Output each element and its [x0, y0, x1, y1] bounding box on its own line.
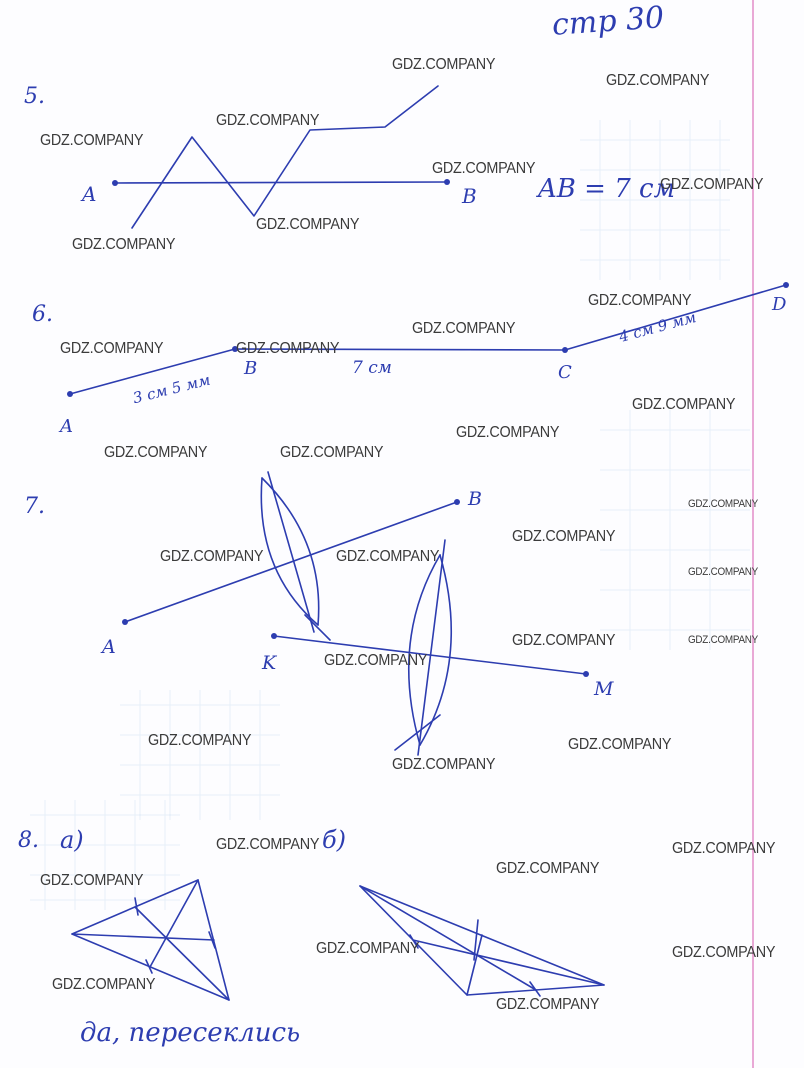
ex7-tick — [305, 615, 440, 750]
ex6-number: 6. — [32, 302, 53, 327]
watermark: GDZ.COMPANY — [52, 976, 156, 993]
ex8b-median-3 — [467, 935, 482, 995]
page-label: стр 30 — [550, 0, 666, 43]
watermark: GDZ.COMPANY — [148, 732, 252, 749]
ex5-point-b — [444, 179, 450, 185]
watermark: GDZ.COMPANY — [688, 498, 759, 510]
watermark: GDZ.COMPANY — [688, 566, 759, 578]
ex5-answer: AB = 7 см — [538, 174, 676, 204]
watermark: GDZ.COMPANY — [316, 940, 420, 957]
ex7-label-b: B — [468, 488, 482, 510]
watermark: GDZ.COMPANY — [392, 756, 496, 773]
watermark: GDZ.COMPANY — [660, 176, 764, 193]
ex6-label-a: A — [60, 416, 73, 437]
ex5-point-a — [112, 180, 118, 186]
watermark: GDZ.COMPANY — [40, 132, 144, 149]
watermark: GDZ.COMPANY — [72, 236, 176, 253]
watermark: GDZ.COMPANY — [456, 424, 560, 441]
ex5-segment-ab — [115, 182, 447, 183]
ex7-arc-right-1 — [409, 555, 440, 745]
ex8-part-b: б) — [322, 826, 347, 854]
ex8-number: 8. — [18, 828, 39, 853]
watermark: GDZ.COMPANY — [496, 996, 600, 1013]
watermark: GDZ.COMPANY — [160, 548, 264, 565]
ex5-broken-line — [132, 86, 438, 228]
ex7-label-m: M — [594, 678, 614, 700]
watermark: GDZ.COMPANY — [412, 320, 516, 337]
watermark: GDZ.COMPANY — [280, 444, 384, 461]
watermark: GDZ.COMPANY — [432, 160, 536, 177]
watermark: GDZ.COMPANY — [496, 860, 600, 877]
ex6-point-c — [562, 347, 568, 353]
watermark: GDZ.COMPANY — [104, 444, 208, 461]
ex7-point-b — [454, 499, 460, 505]
ex7-bisector-ab — [268, 472, 314, 632]
ex6-label-d: D — [772, 294, 787, 315]
watermark: GDZ.COMPANY — [236, 340, 340, 357]
watermark: GDZ.COMPANY — [512, 528, 616, 545]
watermark: GDZ.COMPANY — [392, 56, 496, 73]
watermark: GDZ.COMPANY — [688, 634, 759, 646]
watermark: GDZ.COMPANY — [336, 548, 440, 565]
ex6-length-bc: 7 см — [352, 358, 392, 378]
ex6-label-c: C — [558, 362, 572, 383]
ex8b-ticks — [410, 920, 540, 996]
ex7-label-k: K — [262, 652, 277, 674]
ex6-label-b: B — [244, 358, 258, 379]
watermark: GDZ.COMPANY — [216, 836, 320, 853]
ex7-arc-right-2 — [420, 555, 451, 745]
ex8a-median-1 — [72, 934, 214, 940]
ex7-label-a: A — [102, 636, 116, 658]
watermark: GDZ.COMPANY — [216, 112, 320, 129]
ex7-point-k — [271, 633, 277, 639]
ex7-point-a — [122, 619, 128, 625]
ex5-label-b: B — [462, 184, 477, 208]
watermark: GDZ.COMPANY — [60, 340, 164, 357]
ex5-number: 5. — [24, 84, 45, 109]
ex5-label-a: A — [82, 182, 97, 206]
watermark: GDZ.COMPANY — [40, 872, 144, 889]
watermark: GDZ.COMPANY — [512, 632, 616, 649]
watermark: GDZ.COMPANY — [672, 944, 776, 961]
ex6-point-d — [783, 282, 789, 288]
ex7-number: 7. — [24, 494, 45, 519]
ex8b-median-1 — [360, 886, 536, 990]
ex8a-ticks — [135, 898, 215, 973]
ex6-length-ab: 3 см 5 мм — [130, 370, 213, 408]
watermark: GDZ.COMPANY — [588, 292, 692, 309]
ex6-length-cd: 4 см 9 мм — [617, 308, 699, 346]
watermark: GDZ.COMPANY — [568, 736, 672, 753]
ex6-point-a — [67, 391, 73, 397]
watermark: GDZ.COMPANY — [606, 72, 710, 89]
watermark: GDZ.COMPANY — [324, 652, 428, 669]
ex8-answer: да, пересеклись — [80, 1018, 301, 1048]
ex8a-median-2 — [150, 880, 198, 967]
watermark: GDZ.COMPANY — [632, 396, 736, 413]
watermark: GDZ.COMPANY — [256, 216, 360, 233]
ex7-point-m — [583, 671, 589, 677]
watermark: GDZ.COMPANY — [672, 840, 776, 857]
ex8-part-a: а) — [60, 826, 84, 854]
